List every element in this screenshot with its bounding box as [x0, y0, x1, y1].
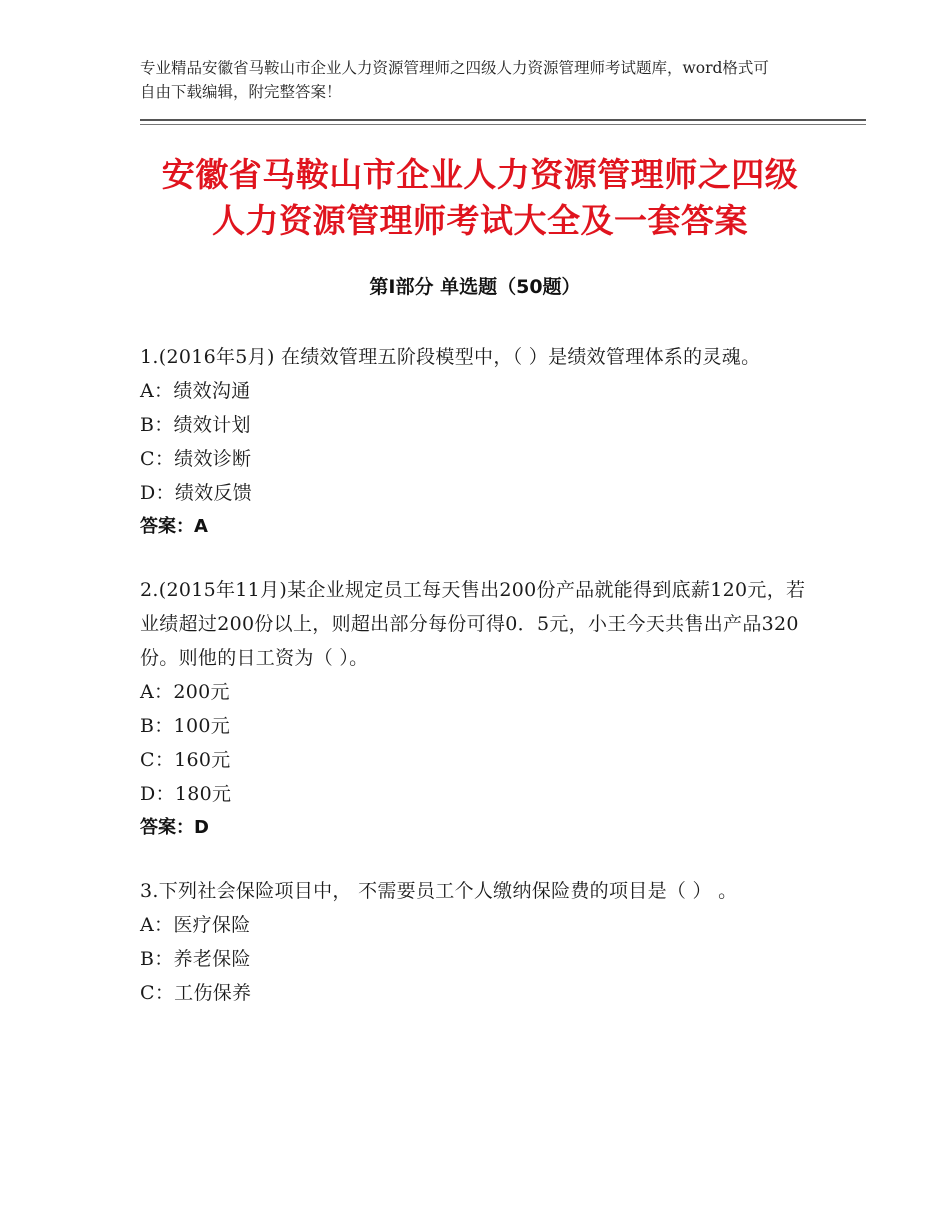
header-note: 专业精品安徽省马鞍山市企业人力资源管理师之四级人力资源管理师考试题库，word格式可自由下载编辑，附完整答案！	[140, 59, 769, 101]
question-stem: 2.(2015年11月)某企业规定员工每天售出200份产品就能得到底薪120元，若业绩超过200份以上，则超出部分每份可得0．5元，小王今天共售出产品320份。则他的日工资为（ ）。	[140, 579, 806, 669]
document-title-line-2: 人力资源管理师考试大全及一套答案	[212, 201, 748, 240]
question-1	[140, 340, 810, 544]
option-a: A：绩效沟通	[140, 380, 251, 402]
option-b: B：养老保险	[140, 948, 251, 970]
question-3	[140, 874, 810, 1010]
option-d: D：绩效反馈	[140, 482, 253, 504]
header-divider-thin	[140, 124, 866, 125]
section-heading: 第Ⅰ部分 单选题（50题）	[369, 276, 581, 298]
option-c: C：绩效诊断	[140, 448, 252, 470]
document-title	[120, 152, 840, 244]
question-2	[140, 573, 810, 845]
question-list	[140, 340, 810, 1039]
question-stem: 3.下列社会保险项目中， 不需要员工个人缴纳保险费的项目是（ ） 。	[140, 880, 738, 902]
option-a: A：200元	[140, 681, 230, 703]
option-d: D：180元	[140, 783, 232, 805]
document-title-line-1: 安徽省马鞍山市企业人力资源管理师之四级	[161, 155, 799, 194]
option-a: A：医疗保险	[140, 914, 251, 936]
header-divider	[140, 119, 866, 121]
option-b: B：100元	[140, 715, 231, 737]
option-b: B：绩效计划	[140, 414, 251, 436]
answer: 答案：D	[140, 817, 209, 838]
answer: 答案：A	[140, 516, 208, 537]
option-c: C：160元	[140, 749, 231, 771]
option-c: C：工伤保养	[140, 982, 252, 1004]
question-stem: 1.(2016年5月) 在绩效管理五阶段模型中，（ ）是绩效管理体系的灵魂。	[140, 346, 761, 368]
